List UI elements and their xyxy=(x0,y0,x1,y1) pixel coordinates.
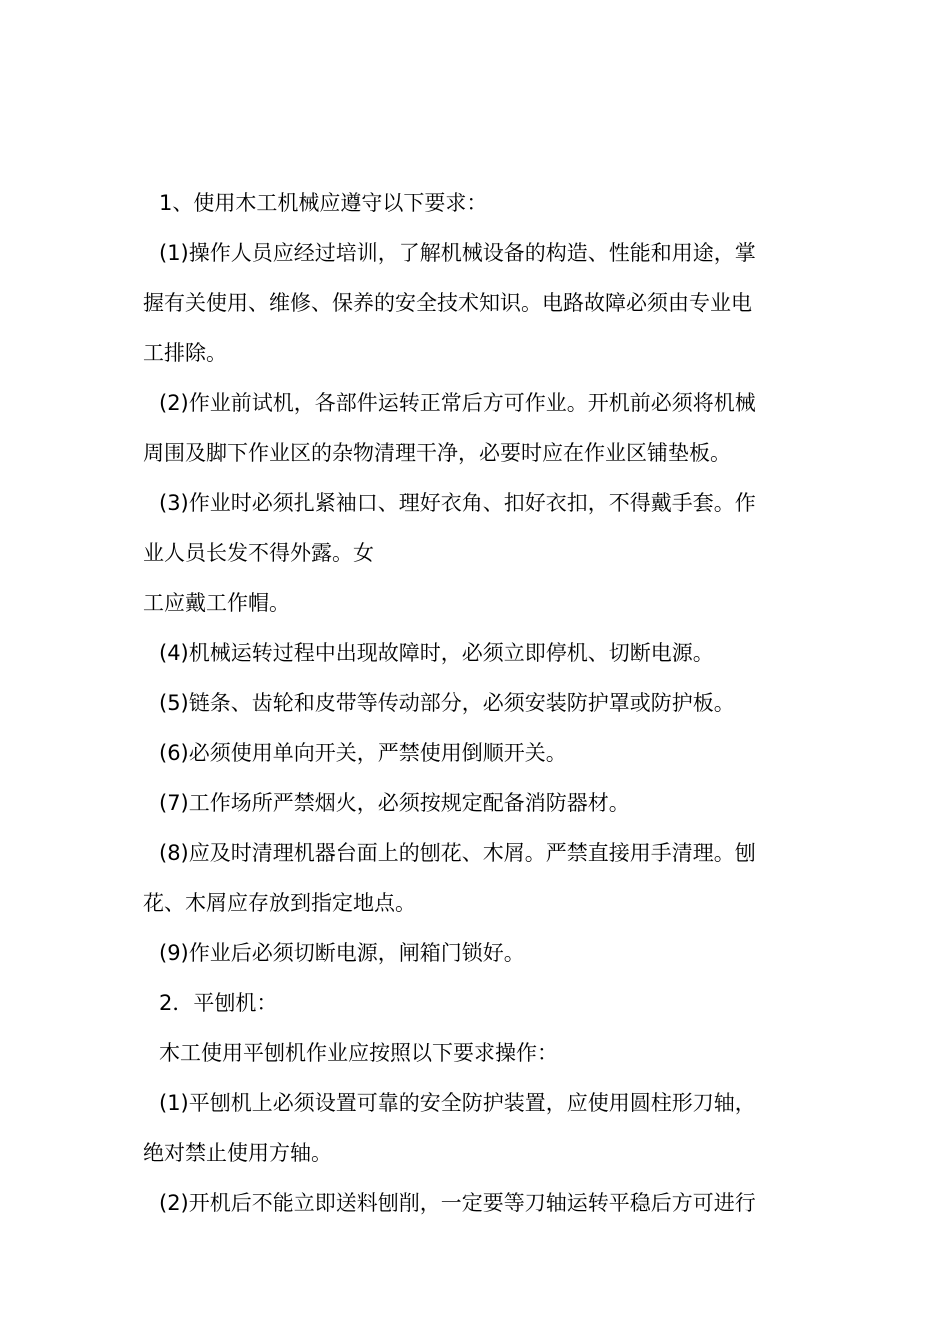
text-line: (2)开机后不能立即送料刨削，一定要等刀轴运转平稳后方可进行 xyxy=(159,1191,756,1215)
text-line: (5)链条、齿轮和皮带等传动部分，必须安装防护罩或防护板。 xyxy=(159,691,735,715)
text-line: (7)工作场所严禁烟火，必须按规定配备消防器材。 xyxy=(159,791,630,815)
text-line: 1、使用木工机械应遵守以下要求： xyxy=(159,191,488,215)
text-line: 花、木屑应存放到指定地点。 xyxy=(143,891,416,915)
text-line: 木工使用平刨机作业应按照以下要求操作： xyxy=(159,1041,558,1065)
text-line: 业人员长发不得外露。女 xyxy=(143,541,374,565)
document-body xyxy=(143,178,813,1228)
text-line: (1)操作人员应经过培训，了解机械设备的构造、性能和用途，掌 xyxy=(159,241,756,265)
text-line: (2)作业前试机，各部件运转正常后方可作业。开机前必须将机械 xyxy=(159,391,756,415)
text-line: (9)作业后必须切断电源，闸箱门锁好。 xyxy=(159,941,525,965)
text-line: 绝对禁止使用方轴。 xyxy=(143,1141,332,1165)
text-line: (8)应及时清理机器台面上的刨花、木屑。严禁直接用手清理。刨 xyxy=(159,841,756,865)
text-line: (4)机械运转过程中出现故障时，必须立即停机、切断电源。 xyxy=(159,641,714,665)
text-line: (3)作业时必须扎紧袖口、理好衣角、扣好衣扣，不得戴手套。作 xyxy=(159,491,756,515)
text-line: 工排除。 xyxy=(143,341,227,365)
text-line: 2．平刨机： xyxy=(159,991,278,1015)
text-line: 握有关使用、维修、保养的安全技术知识。电路故障必须由专业电 xyxy=(143,291,752,315)
text-line: (1)平刨机上必须设置可靠的安全防护装置，应使用圆柱形刀轴， xyxy=(159,1091,756,1115)
text-line: 周围及脚下作业区的杂物清理干净，必要时应在作业区铺垫板。 xyxy=(143,441,731,465)
text-line: 工应戴工作帽。 xyxy=(143,591,290,615)
text-line: (6)必须使用单向开关，严禁使用倒顺开关。 xyxy=(159,741,567,765)
